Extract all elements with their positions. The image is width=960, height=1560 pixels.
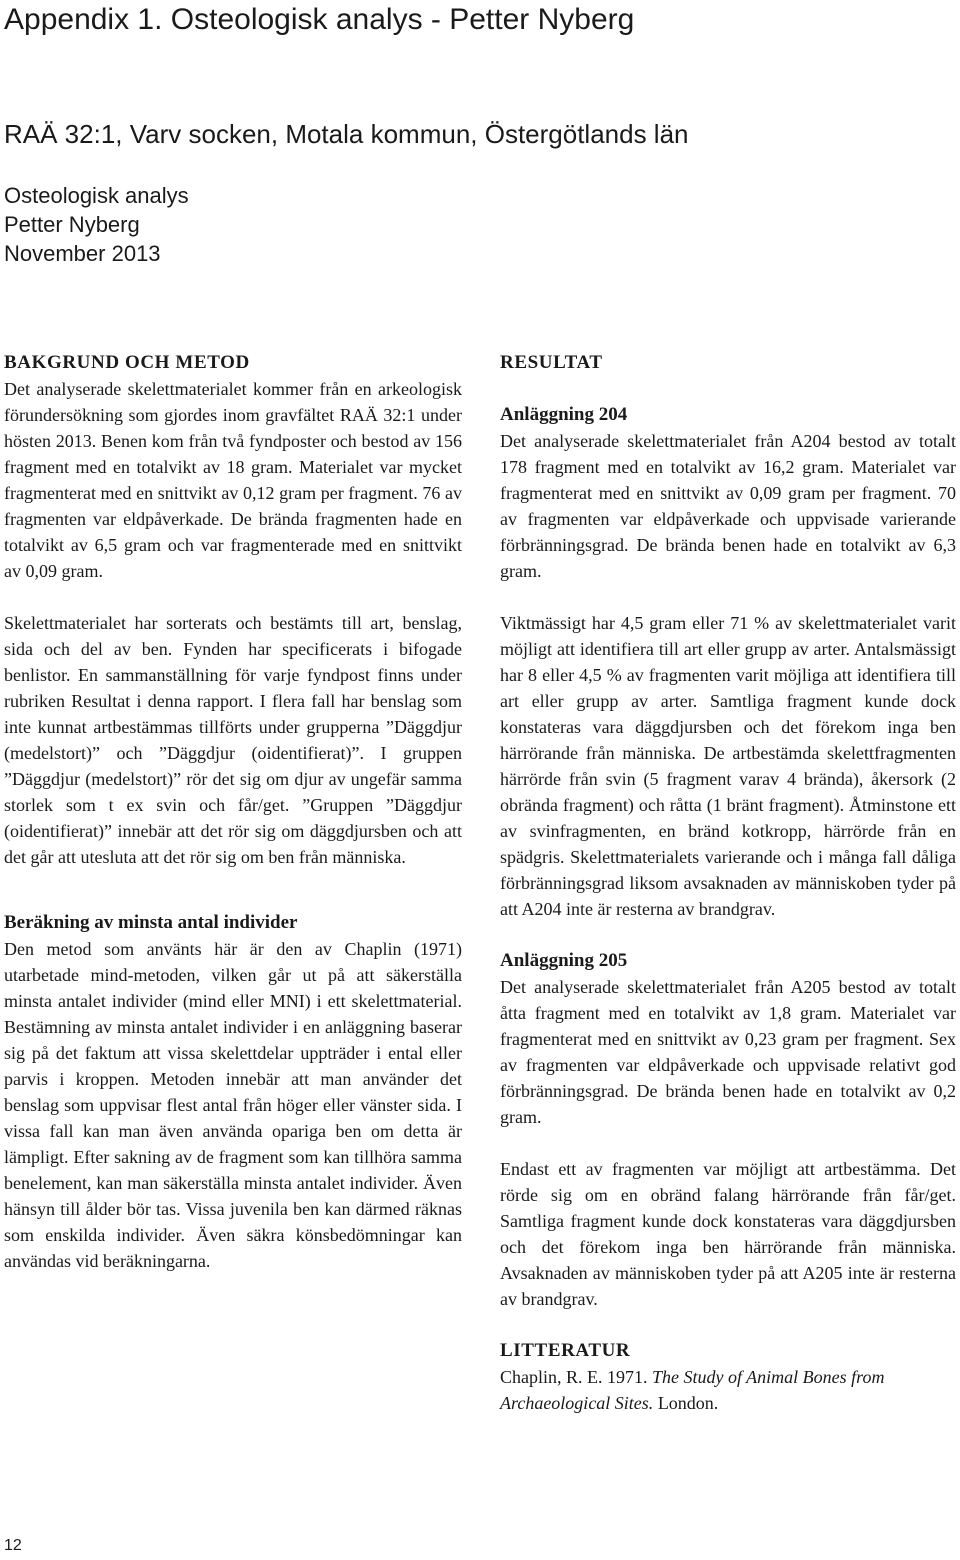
site-subtitle: RAÄ 32:1, Varv socken, Motala kommun, Östergötlands län <box>4 119 689 149</box>
subheading-a205: Anläggning 205 <box>500 950 628 971</box>
meta-line-date: November 2013 <box>4 241 161 266</box>
paragraph-background: Det analyserade skelettmaterialet kommer från en arkeologisk förundersökning som gjordes inom gravfältet RAÄ 32:1 under hösten 2013. Benen kom från två fyndposter och bestod av 156 fragment med en totalvikt av 18 gram. Materialet var mycket fragmenterat med en snittvikt av 0,12 gram per fragment. 76 av fragmenten var eldpåverkade. De brända fragmenten hade en totalvikt av 6,5 gram och var fragmenterade med en snittvikt av 0,09 gram. <box>4 379 462 581</box>
right-column <box>500 350 956 1416</box>
paragraph-a204-summary: Det analyserade skelettmaterialet från A204 bestod av totalt 178 fragment med en totalvikt av 16,2 gram. Materialet var fragmenterat med en snittvikt av 0,09 gram per fragment. 70 av fragmenten var eldpåverkade och uppvisade varierande förbränningsgrad. De brända benen hade en totalvikt av 6,3 gram. <box>500 431 956 581</box>
paragraph-a204-identification: Viktmässigt har 4,5 gram eller 71 % av skelettmaterialet varit möjligt att identifiera till art eller grupp av arter. Antalsmässigt har 8 eller 4,5 % av fragmenten varit möjliga att identifiera till art eller grupp av arter. Samtliga fragment kunde dock konstateras vara däggdjursben och det förekom inga ben härrörande från människa. De artbestämda skelettfragmenten härrörde från svin (5 fragment varav 4 brända), åkersork (2 obrända fragment) och råtta (1 bränt fragment). Åtminstone ett av svinfragmenten, en bränd kotkropp, härrörde från en spädgris. Skelettmaterialets varierande och i många fall dåliga förbränningsgrad liksom avsaknaden av människoben tyder på att A204 inte är resterna av brandgrav. <box>500 613 956 919</box>
paragraph-a205-identification: Endast ett av fragmenten var möjligt att artbestämma. Det rörde sig om en obränd falang härrörande från får/get. Samtliga fragment kunde dock konstateras vara däggdjursben och det förekom inga ben härrörande från människa. Avsaknaden av människoben tyder på att A205 inte är resterna av brandgrav. <box>500 1159 956 1309</box>
subheading-mni: Beräkning av minsta antal individer <box>4 912 298 933</box>
paragraph-mni: Den metod som använts här är den av Chaplin (1971) utarbetade mind-metoden, vilken går ut på att säkerställa minsta antalet individer (mind eller MNI) i ett skelettmaterial. Bestämning av minsta antalet individer i en anläggning baserar sig på det faktum att vissa skelettdelar uppträder i ental eller parvis i kroppen. Metoden innebär att man använder det benslag som uppvisar flest antal från höger eller vänster sida. I vissa fall kan man även använda oparіga ben om detta är lämpligt. Efter sakning av de fragment som kan tillhöra samma benelement, kan man säkerställa minsta antalet individer. Även hänsyn till ålder bör tas. Vissa juvenila ben kan därmed räknas som enskilda individer. Även säkra könsbedömningar kan användas vid beräkningarna. <box>4 939 462 1271</box>
meta-line-analysis: Osteologisk analys <box>4 183 189 208</box>
reference-place: London. <box>653 1393 719 1413</box>
section-heading-background: BAKGRUND OCH METOD <box>4 352 250 373</box>
paragraph-a205-summary: Det analyserade skelettmaterialet från A205 bestod av totalt åtta fragment med en totalvikt av 1,8 gram. Materialet var fragmenterat med en snittvikt av 0,23 gram per fragment. Sex av fragmenten var eldpåverkade och uppvisade relativt god förbränningsgrad. De brända benen hade en totalvikt av 0,2 gram. <box>500 977 956 1127</box>
reference-title: The Study of Animal Bones from Archaeological Sites. <box>500 1367 885 1413</box>
left-column <box>4 350 462 1274</box>
report-meta <box>4 181 189 268</box>
reference-entry <box>500 1364 956 1416</box>
subheading-a204: Anläggning 204 <box>500 404 628 425</box>
document-title: Appendix 1. Osteologisk analys - Petter Nyberg <box>4 3 635 36</box>
section-heading-results: RESULTAT <box>500 352 603 373</box>
reference-author: Chaplin, R. E. 1971. <box>500 1367 652 1387</box>
paragraph-method: Skelettmaterialet har sorterats och bestämts till art, benslag, sida och del av ben. Fynden har specificerats i bifogade benlistor. En sammanställning för varje fyndpost finns under rubriken Resultat i denna rapport. I flera fall har benslag som inte kunnat artbestämmas tillförts under grupperna ”Däggdjur (medelstort)” och ”Däggdjur (oidentifierat)”. I gruppen ”Däggdjur (medelstort)” rör det sig om djur av ungefär samma storlek som t ex svin och får/get. ”Gruppen ”Däggdjur (oidentifierat)” innebär att det rör sig om däggdjursben och att det går att utesluta att det rör sig om ben från människa. <box>4 613 462 867</box>
meta-line-author: Petter Nyberg <box>4 212 140 237</box>
page-number: 12 <box>4 1537 22 1554</box>
section-heading-literature: LITTERATUR <box>500 1340 631 1361</box>
